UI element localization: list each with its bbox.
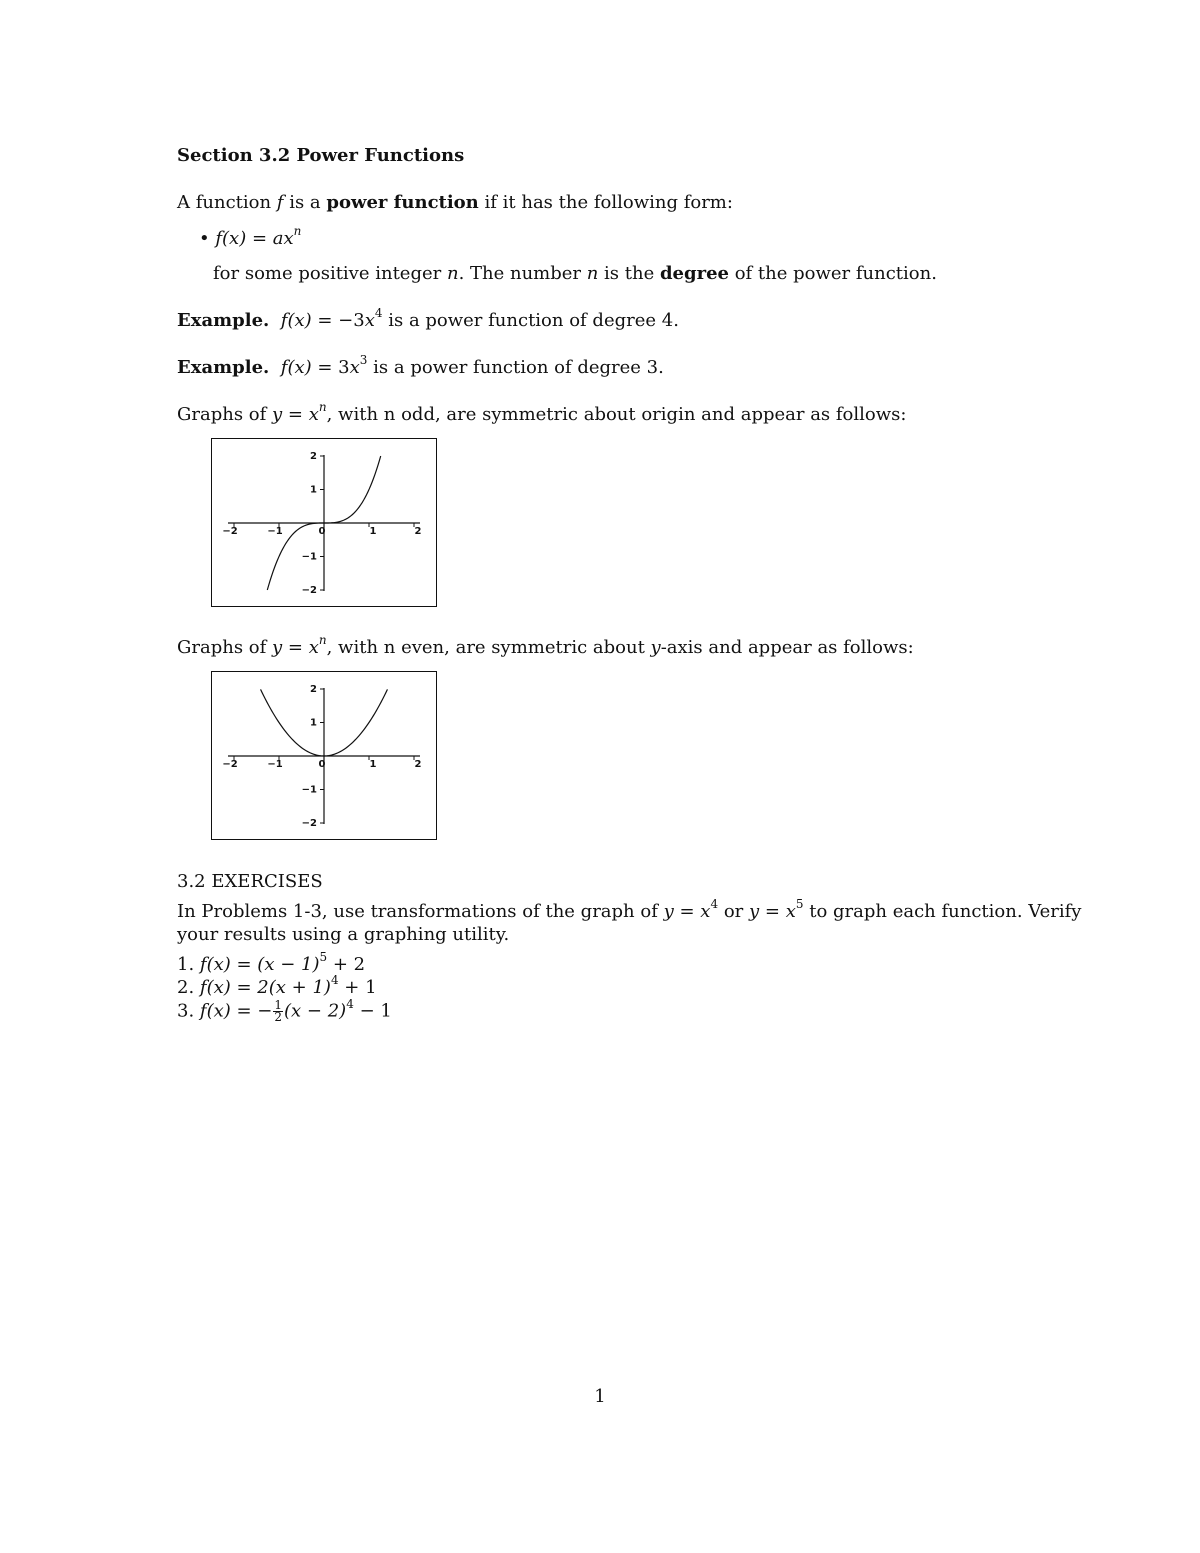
example-eq: = 3 (311, 357, 350, 378)
p3-num: 3. (177, 1000, 200, 1022)
even-mid: , with n even, are symmetric about (326, 637, 651, 658)
odd-exp: n (318, 400, 327, 414)
ex-intro-eq: = (673, 901, 701, 922)
example-exp: 4 (374, 306, 383, 320)
ex-intro-y: y (663, 901, 674, 922)
formula-bullet (199, 224, 302, 250)
cond-n2: n (586, 263, 599, 284)
example-text: is a power function of degree 4. (382, 310, 679, 331)
p3-fraction (273, 1000, 283, 1023)
even-graph-caption (177, 633, 914, 659)
even-post: -axis and appear as follows: (660, 637, 914, 658)
p3-frac-num: 1 (274, 998, 283, 1012)
x-tick-label: −1 (267, 759, 283, 770)
exercises-heading: 3.2 EXERCISES (177, 871, 323, 892)
def-term: power function (326, 192, 479, 213)
y-tick-label: −1 (301, 551, 317, 563)
example-1 (177, 306, 679, 332)
odd-y: y (272, 404, 283, 425)
cond-n: n (446, 263, 459, 284)
p2-num: 2. (177, 977, 200, 998)
p2-tail: + 1 (338, 977, 377, 998)
example-label: Example. (177, 310, 270, 331)
example-var: x (349, 357, 360, 378)
cond-mid: . The number (458, 263, 587, 284)
p3-frac-den: 2 (274, 1010, 283, 1024)
bullet-symbol: • (199, 228, 210, 249)
example-f: f (280, 357, 288, 378)
even-eq: = (282, 637, 309, 658)
cond-term: degree (659, 263, 729, 284)
ex-intro-y2: y (748, 901, 760, 922)
p1-exp: 5 (319, 950, 328, 964)
x-tick-label: 2 (414, 526, 422, 537)
degree-condition (213, 263, 937, 285)
odd-power-chart (212, 439, 438, 608)
ex-intro-exp: 4 (710, 897, 719, 911)
x-tick-label: −2 (222, 526, 238, 537)
def-f: f (276, 192, 284, 213)
y-tick-label: 2 (310, 684, 317, 695)
odd-eq: = (282, 404, 309, 425)
cond-is: is the (598, 263, 660, 284)
p1-num: 1. (177, 954, 200, 975)
y-tick-label: 1 (310, 484, 317, 496)
x-tick-label: 0 (318, 526, 326, 537)
y-tick-label: 1 (310, 717, 317, 729)
even-pre: Graphs of (177, 637, 273, 658)
even-power-graph (211, 671, 437, 840)
x-tick-label: 1 (369, 759, 377, 770)
section-title: Section 3.2 Power Functions (177, 145, 465, 166)
example-2 (177, 353, 664, 379)
even-exp: n (318, 633, 327, 647)
formula-ax: ax (272, 228, 294, 249)
example-exp: 3 (359, 353, 368, 367)
formula-eq: = (246, 228, 273, 249)
def-pre: A function (177, 192, 277, 213)
example-text: is a power function of degree 3. (367, 357, 664, 378)
y-tick-label: 2 (310, 451, 317, 462)
exercises-intro-1 (177, 897, 1082, 923)
x-tick-label: −1 (267, 526, 283, 537)
p3-exp: 4 (346, 996, 354, 1011)
p2-f: f (199, 977, 207, 998)
ex-intro-exp2: 5 (795, 897, 804, 911)
odd-x: x (308, 404, 319, 425)
ex-intro-or: or (718, 901, 749, 922)
even-y: y (272, 637, 283, 658)
ex-intro-pre: In Problems 1-3, use transformations of the graph of (177, 901, 664, 922)
p2-exp: 4 (330, 973, 339, 987)
exercises-intro-2: your results using a graphing utility. (177, 924, 510, 945)
formula-x: (x) (222, 228, 247, 249)
formula-exp: n (293, 224, 302, 238)
ex-intro-eq2: = (759, 901, 786, 922)
p1-tail: + 2 (327, 954, 366, 975)
p3-tail: − 1 (353, 1000, 392, 1022)
even-yaxis: y (650, 637, 661, 658)
ex-intro-post: to graph each function. Verify (803, 901, 1082, 922)
x-tick-label: −2 (222, 759, 238, 770)
odd-graph-caption (177, 400, 907, 426)
odd-post: , with n odd, are symmetric about origin and appear as follows: (326, 404, 907, 425)
example-eq: = −3 (311, 310, 365, 331)
def-mid: is a (283, 192, 327, 213)
def-post: if it has the following form: (478, 192, 733, 213)
x-tick-label: 1 (369, 526, 377, 537)
x-tick-label: 2 (414, 759, 422, 770)
ex-intro-x: x (700, 901, 711, 922)
y-tick-label: −2 (301, 585, 317, 596)
even-x: x (308, 637, 319, 658)
example-x: (x) (287, 357, 312, 378)
problem-3 (177, 996, 392, 1024)
y-tick-label: −2 (301, 818, 317, 829)
p3-f: f (199, 1000, 207, 1022)
definition-line (177, 192, 733, 214)
y-tick-label: −1 (301, 784, 317, 796)
p3-body2: (x − 2) (284, 1000, 347, 1022)
example-x: (x) (287, 310, 312, 331)
p3-body: (x) = − (206, 1000, 273, 1022)
example-label: Example. (177, 357, 270, 378)
page-number: 1 (594, 1386, 606, 1407)
ex-intro-x2: x (785, 901, 796, 922)
p2-body: (x) = 2(x + 1) (206, 977, 331, 998)
x-tick-label: 0 (318, 759, 326, 770)
odd-power-graph (211, 438, 437, 607)
p1-f: f (199, 954, 207, 975)
example-var: x (364, 310, 375, 331)
example-f: f (280, 310, 288, 331)
cond-post: of the power function. (728, 263, 937, 284)
p1-body: (x) = (x − 1) (206, 954, 320, 975)
cond-pre: for some positive integer (213, 263, 447, 284)
even-power-chart (212, 672, 438, 841)
formula-f: f (215, 228, 223, 249)
problem-2 (177, 973, 377, 999)
odd-pre: Graphs of (177, 404, 273, 425)
